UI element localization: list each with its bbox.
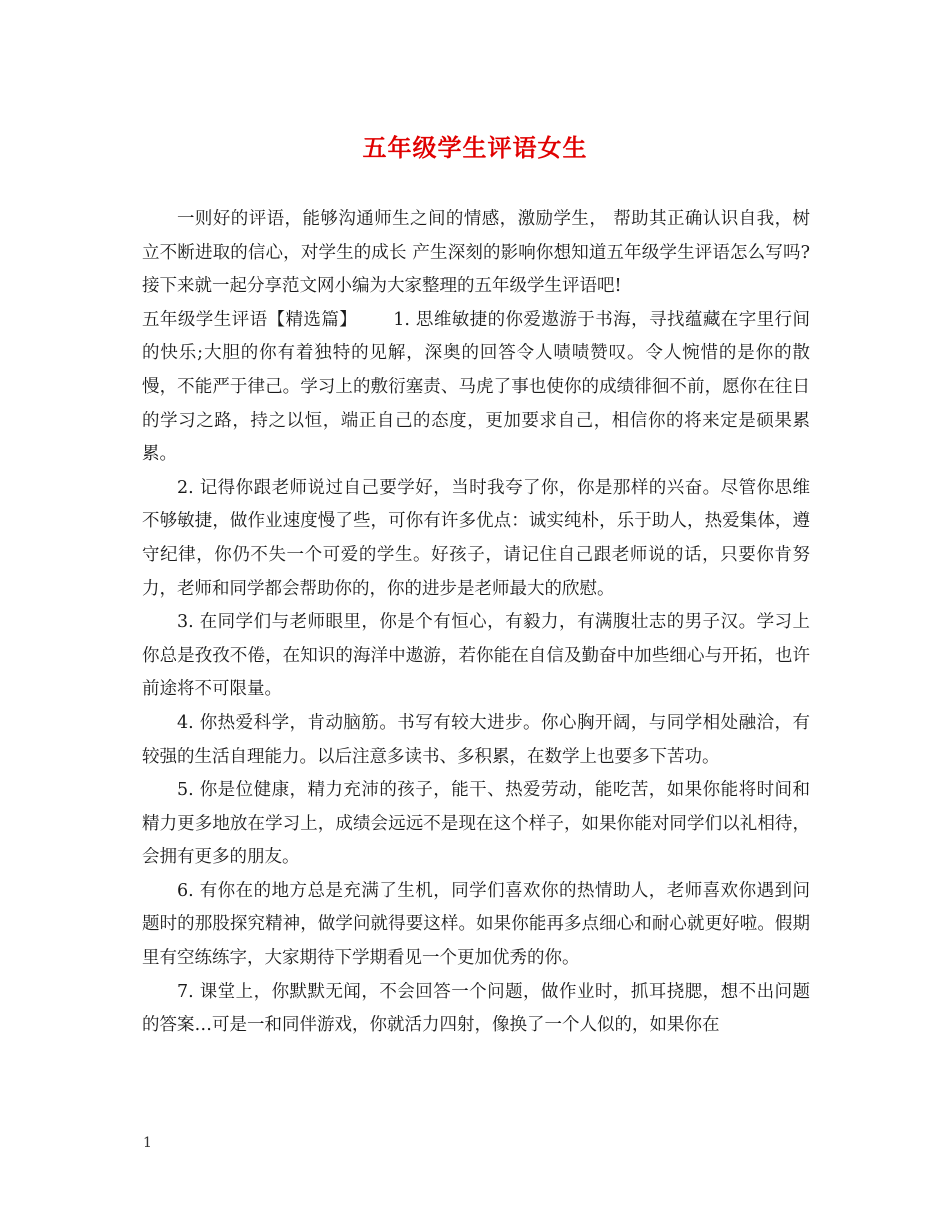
comment-item-6: 6. 有你在的地方总是充满了生机，同学们喜欢你的热情助人，老师喜欢你遇到问题时的那股探究精神，做学问就得要这样。如果你能再多点细心和耐心就更好啦。假期里有空练练字，大家期待下学期看见一个更加优秀的你。 — [142, 880, 810, 969]
document-body — [142, 203, 810, 1043]
comment-item-2: 2. 记得你跟老师说过自己要学好，当时我夸了你，你是那样的兴奋。尽管你思维不够敏捷，做作业速度慢了些，可你有许多优点：诚实纯朴，乐于助人，热爱集体，遵守纪律，你仍不失一个可爱的学生。好孩子，请记住自己跟老师说的话，只要你肯努力，老师和同学都会帮助你的，你的进步是老师最大的欣慰。 — [142, 477, 810, 599]
section-paragraph — [142, 304, 810, 472]
comment-item-3: 3. 在同学们与老师眼里，你是个有恒心，有毅力，有满腹壮志的男子汉。学习上你总是孜孜不倦，在知识的海洋中遨游，若你能在自信及勤奋中加些细心与开拓，也许前途将不可限量。 — [142, 612, 810, 700]
page-number: 1 — [143, 1135, 152, 1151]
comment-item-4: 4. 你热爱科学，肯动脑筋。书写有较大进步。你心胸开阔，与同学相处融洽，有较强的生活自理能力。以后注意多读书、多积累，在数学上也要多下苦功。 — [142, 712, 810, 767]
intro-paragraph: 一则好的评语，能够沟通师生之间的情感，激励学生， 帮助其正确认识自我，树立不断进取的信心，对学生的成长 产生深刻的影响你想知道五年级学生评语怎么写吗?接下来就一起分享范文网小编为大家整理的五年级学生评语吧! — [142, 209, 810, 297]
section-heading: 五年级学生评语【精选篇】 — [142, 309, 358, 330]
comment-item-5: 5. 你是位健康，精力充沛的孩子，能干、热爱劳动，能吃苦，如果你能将时间和精力更多地放在学习上，成绩会远远不是现在这个样子，如果你能对同学们以礼相待，会拥有更多的朋友。 — [142, 780, 810, 868]
comment-item-1: 1. 思维敏捷的你爱遨游于书海，寻找蕴藏在字里行间的快乐;大胆的你有着独特的见解，深奥的回答令人啧啧赞叹。令人惋惜的是你的散慢，不能严于律己。学习上的敷衍塞责、马虎了事也使你的成绩徘徊不前，愿你在往日的学习之路，持之以恒，端正自己的态度，更加要求自己，相信你的将来定是硕果累累。 — [142, 309, 810, 465]
document-title: 五年级学生评语女生 — [362, 133, 588, 162]
comment-item-7: 7. 课堂上，你默默无闻，不会回答一个问题，做作业时，抓耳挠腮，想不出问题的答案…可是一和同伴游戏，你就活力四射，像换了一个人似的，如果你在 — [142, 981, 810, 1036]
